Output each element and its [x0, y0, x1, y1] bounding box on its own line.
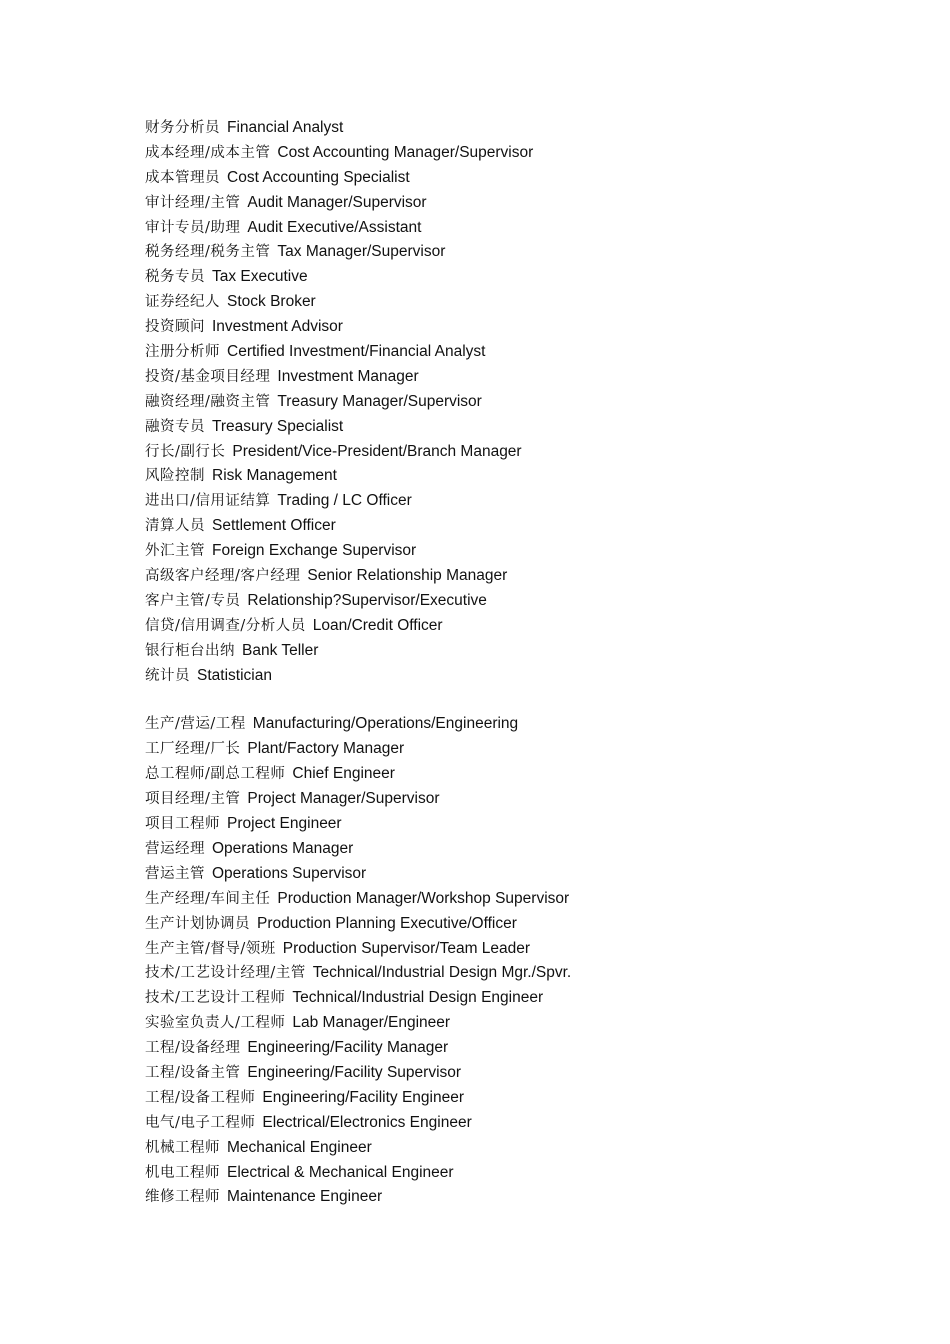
- glossary-entry: [145, 1111, 905, 1136]
- glossary-entry: [145, 315, 905, 340]
- glossary-entry: [145, 1036, 905, 1061]
- glossary-entry: [145, 514, 905, 539]
- document-page: [145, 116, 905, 1210]
- english-title: Chief Engineer: [292, 765, 395, 783]
- glossary-entry: [145, 1161, 905, 1186]
- chinese-title: 成本管理员: [145, 169, 220, 186]
- glossary-entry: [145, 1011, 905, 1036]
- chinese-title: 证券经纪人: [145, 294, 220, 311]
- chinese-title: 客户主管/专员: [145, 592, 241, 609]
- chinese-title: 行长/副行长: [145, 443, 226, 460]
- glossary-entry: [145, 837, 905, 862]
- glossary-entry: [145, 812, 905, 837]
- chinese-title: 财务分析员: [145, 120, 220, 136]
- english-title: Bank Teller: [242, 641, 319, 659]
- chinese-title: 实验室负责人/工程师: [145, 1015, 286, 1032]
- english-title: Tax Manager/Supervisor: [277, 243, 446, 261]
- chinese-title: 工程/设备主管: [145, 1064, 241, 1081]
- english-title: Audit Manager/Supervisor: [247, 193, 427, 211]
- chinese-title: 营运主管: [145, 865, 205, 882]
- chinese-title: 高级客户经理/客户经理: [145, 568, 301, 585]
- glossary-entry: [145, 191, 905, 216]
- glossary-entry: [145, 365, 905, 390]
- glossary-entry: [145, 265, 905, 290]
- english-title: Engineering/Facility Supervisor: [247, 1063, 462, 1081]
- english-title: Audit Executive/Assistant: [247, 218, 422, 236]
- glossary-entry: [145, 961, 905, 986]
- english-title: Investment Manager: [277, 367, 419, 385]
- chinese-title: 工程/设备工程师: [145, 1089, 256, 1106]
- english-title: Electrical & Mechanical Engineer: [227, 1163, 454, 1181]
- glossary-entry: [145, 240, 905, 265]
- glossary-entry: [145, 589, 905, 614]
- glossary-entry: [145, 1136, 905, 1161]
- chinese-title: 机械工程师: [145, 1139, 220, 1156]
- section-spacer: [145, 688, 905, 712]
- chinese-title: 审计经理/主管: [145, 194, 241, 211]
- glossary-entry: [145, 340, 905, 365]
- english-title: Settlement Officer: [212, 517, 336, 535]
- chinese-title: 审计专员/助理: [145, 219, 241, 236]
- english-title: Certified Investment/Financial Analyst: [227, 343, 486, 361]
- english-title: Technical/Industrial Design Engineer: [292, 989, 544, 1007]
- english-title: Risk Management: [212, 467, 337, 485]
- chinese-title: 投资顾问: [145, 319, 205, 336]
- glossary-entry: [145, 141, 905, 166]
- glossary-entry: [145, 614, 905, 639]
- chinese-title: 进出口/信用证结算: [145, 493, 271, 510]
- english-title: Operations Manager: [212, 839, 354, 857]
- english-title: Cost Accounting Specialist: [227, 168, 410, 186]
- english-title: Electrical/Electronics Engineer: [262, 1113, 472, 1131]
- chinese-title: 项目经理/主管: [145, 791, 241, 808]
- chinese-title: 信贷/信用调查/分析人员: [145, 617, 306, 634]
- glossary-section: [145, 712, 905, 1210]
- english-title: Loan/Credit Officer: [312, 616, 443, 634]
- glossary-entry: [145, 390, 905, 415]
- glossary-entry: [145, 737, 905, 762]
- glossary-entry: [145, 712, 905, 737]
- job-title-glossary: [145, 116, 905, 1210]
- english-title: Treasury Specialist: [212, 417, 344, 435]
- chinese-title: 银行柜台出纳: [145, 642, 235, 659]
- glossary-entry: [145, 464, 905, 489]
- glossary-entry: [145, 887, 905, 912]
- english-title: Foreign Exchange Supervisor: [212, 542, 417, 560]
- glossary-entry: [145, 986, 905, 1011]
- chinese-title: 成本经理/成本主管: [145, 144, 271, 161]
- glossary-entry: [145, 787, 905, 812]
- glossary-entry: [145, 664, 905, 689]
- english-title: Senior Relationship Manager: [307, 567, 508, 585]
- english-title: Trading / LC Officer: [277, 492, 412, 510]
- chinese-title: 投资/基金项目经理: [145, 368, 271, 385]
- chinese-title: 项目工程师: [145, 816, 220, 833]
- glossary-entry: [145, 166, 905, 191]
- glossary-entry: [145, 762, 905, 787]
- chinese-title: 注册分析师: [145, 344, 220, 361]
- glossary-entry: [145, 539, 905, 564]
- chinese-title: 营运经理: [145, 840, 205, 857]
- english-title: Engineering/Facility Engineer: [262, 1088, 465, 1106]
- chinese-title: 融资经理/融资主管: [145, 393, 271, 410]
- english-title: Financial Analyst: [227, 119, 344, 136]
- glossary-entry: [145, 216, 905, 241]
- english-title: Statistician: [197, 666, 272, 684]
- glossary-entry: [145, 440, 905, 465]
- english-title: Engineering/Facility Manager: [247, 1039, 449, 1057]
- chinese-title: 风险控制: [145, 468, 205, 485]
- chinese-title: 统计员: [145, 667, 190, 684]
- chinese-title: 清算人员: [145, 518, 205, 535]
- chinese-title: 技术/工艺设计经理/主管: [145, 965, 306, 982]
- chinese-title: 生产/营运/工程: [145, 716, 246, 733]
- english-title: Maintenance Engineer: [227, 1188, 383, 1206]
- english-title: Manufacturing/Operations/Engineering: [252, 715, 519, 733]
- glossary-entry: [145, 415, 905, 440]
- glossary-entry: [145, 862, 905, 887]
- chinese-title: 维修工程师: [145, 1189, 220, 1206]
- glossary-entry: [145, 1061, 905, 1086]
- chinese-title: 税务专员: [145, 269, 205, 286]
- english-title: Production Manager/Workshop Supervisor: [277, 889, 570, 907]
- chinese-title: 生产经理/车间主任: [145, 890, 271, 907]
- english-title: Technical/Industrial Design Mgr./Spvr.: [312, 964, 572, 982]
- glossary-entry: [145, 1185, 905, 1210]
- english-title: Plant/Factory Manager: [247, 740, 405, 758]
- english-title: President/Vice-President/Branch Manager: [232, 442, 522, 460]
- english-title: Stock Broker: [227, 293, 316, 311]
- glossary-entry: [145, 1086, 905, 1111]
- glossary-entry: [145, 639, 905, 664]
- english-title: Tax Executive: [212, 268, 308, 286]
- glossary-entry: [145, 937, 905, 962]
- glossary-section: [145, 116, 905, 688]
- english-title: Production Planning Executive/Officer: [257, 914, 517, 932]
- chinese-title: 电气/电子工程师: [145, 1114, 256, 1131]
- chinese-title: 融资专员: [145, 418, 205, 435]
- english-title: Project Engineer: [227, 815, 342, 833]
- chinese-title: 技术/工艺设计工程师: [145, 990, 286, 1007]
- english-title: Operations Supervisor: [212, 864, 367, 882]
- chinese-title: 总工程师/副总工程师: [145, 766, 286, 783]
- chinese-title: 税务经理/税务主管: [145, 244, 271, 261]
- english-title: Relationship?Supervisor/Executive: [247, 591, 487, 609]
- english-title: Treasury Manager/Supervisor: [277, 392, 482, 410]
- english-title: Production Supervisor/Team Leader: [282, 939, 531, 957]
- glossary-entry: [145, 116, 905, 141]
- english-title: Cost Accounting Manager/Supervisor: [277, 143, 534, 161]
- glossary-entry: [145, 290, 905, 315]
- english-title: Investment Advisor: [212, 318, 343, 336]
- chinese-title: 工厂经理/厂长: [145, 741, 241, 758]
- chinese-title: 机电工程师: [145, 1164, 220, 1181]
- english-title: Lab Manager/Engineer: [292, 1014, 451, 1032]
- chinese-title: 生产计划协调员: [145, 915, 250, 932]
- glossary-entry: [145, 912, 905, 937]
- chinese-title: 工程/设备经理: [145, 1040, 241, 1057]
- english-title: Project Manager/Supervisor: [247, 790, 440, 808]
- english-title: Mechanical Engineer: [227, 1138, 372, 1156]
- glossary-entry: [145, 489, 905, 514]
- glossary-entry: [145, 564, 905, 589]
- chinese-title: 生产主管/督导/领班: [145, 940, 276, 957]
- chinese-title: 外汇主管: [145, 543, 205, 560]
